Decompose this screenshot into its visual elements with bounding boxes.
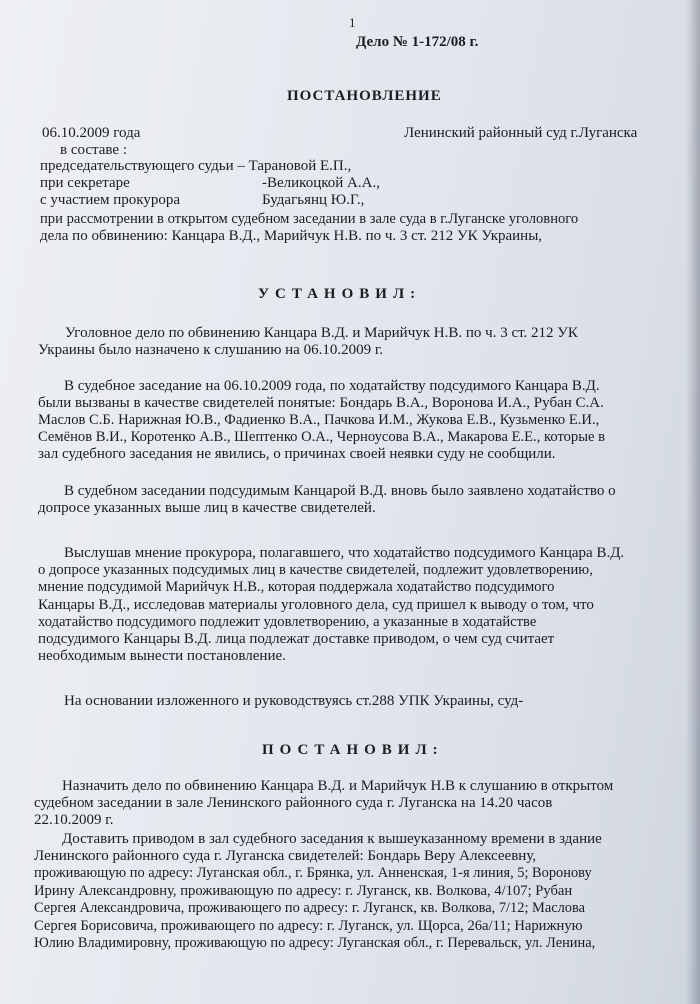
paragraph-line: мнение подсудимой Марийчук Н.В., которая поддержала ходатайство подсудимого bbox=[38, 579, 555, 595]
paragraph-line: В судебном заседании подсудимым Канцарой В.Д. вновь было заявлено ходатайство о bbox=[64, 483, 616, 499]
page-number: 1 bbox=[349, 15, 356, 30]
paragraph-line: ходатайство подсудимого подлежит удовлетворению, а указанные в ходатайстве bbox=[38, 614, 537, 630]
paragraph-line: необходимым вынести постановление. bbox=[38, 648, 286, 664]
prosecutor-name: Будагьянц Ю.Г., bbox=[262, 192, 365, 208]
paragraph-line: зал судебного заседания не явились, о причинах своей неявки суду не сообщили. bbox=[38, 446, 556, 462]
paragraph-line: Сергея Александровича, проживающего по адресу: г. Луганск, кв. Волкова, 7/12; Маслова bbox=[34, 900, 585, 916]
paragraph-line: Маслов С.Б. Нарижная Ю.В., Фадиенко В.А., Пачкова И.М., Жукова Е.В., Кузьменко Е.И., bbox=[38, 412, 600, 428]
paragraph-line: Сергея Борисовича, проживающего по адресу: г. Луганск, ул. Щорса, 26а/11; Нарижную bbox=[34, 918, 583, 934]
case-number: Дело № 1-172/08 г. bbox=[356, 34, 479, 50]
paragraph-line: В судебное заседание на 06.10.2009 года, по ходатайству подсудимого Канцара В.Д. bbox=[64, 378, 600, 394]
secretary-role: при секретаре bbox=[40, 175, 130, 191]
paragraph-line: были вызваны в качестве свидетелей понятые: Бондарь В.А., Воронова И.А., Рубан С.А. bbox=[38, 395, 604, 411]
paragraph-line: На основании изложенного и руководствуясь ст.288 УПК Украины, суд- bbox=[64, 693, 524, 709]
paragraph-line: подсудимого Канцары В.Д. лица подлежат доставке приводом, о чем суд считает bbox=[38, 631, 555, 647]
paragraph-line: Выслушав мнение прокурора, полагавшего, что ходатайство подсудимого Канцара В.Д. bbox=[64, 545, 625, 561]
page-edge-shadow bbox=[686, 0, 700, 1004]
judge-line: председательствующего судьи – Тарановой Е.П., bbox=[40, 158, 352, 174]
composition-label: в составе : bbox=[60, 142, 127, 158]
paragraph-line: Доставить приводом в зал судебного заседания к вышеуказанному времени в здание bbox=[62, 831, 602, 847]
hearing-line: при рассмотрении в открытом судебном заседании в зале суда в г.Луганске уголовного bbox=[40, 211, 579, 227]
paragraph-line: Уголовное дело по обвинению Канцара В.Д. и Марийчук Н.В. по ч. 3 ст. 212 УК bbox=[65, 325, 578, 341]
paragraph-line: о допросе указанных подсудимых лиц в качестве свидетелей, подлежит удовлетворению, bbox=[38, 562, 593, 578]
secretary-name: -Великоцкой А.А., bbox=[262, 175, 380, 191]
court-name: Ленинский районный суд г.Луганска bbox=[404, 125, 638, 141]
paragraph-line: Ленинского районного суда г. Луганска свидетелей: Бондарь Веру Алексеевну, bbox=[34, 848, 537, 864]
paragraph-line: Назначить дело по обвинению Канцара В.Д. и Марийчук Н.В к слушанию в открытом bbox=[62, 778, 614, 794]
paragraph-line: допросе указанных выше лиц в качестве свидетелей. bbox=[38, 500, 376, 516]
paragraph-line: Украины было назначено к слушанию на 06.10.2009 г. bbox=[38, 342, 384, 358]
paragraph-line: Юлию Владимировну, проживающую по адресу: Луганская обл., г. Перевальск, ул. Ленина, bbox=[34, 935, 596, 951]
paragraph-line: Канцары В.Д., исследовав материалы уголовного дела, суд пришел к выводу о том, что bbox=[38, 597, 594, 613]
document-date: 06.10.2009 года bbox=[42, 125, 141, 141]
hearing-line: дела по обвинению: Канцара В.Д., Марийчук Н.В. по ч. 3 ст. 212 УК Украины, bbox=[40, 228, 543, 244]
paragraph-line: 22.10.2009 г. bbox=[34, 812, 114, 828]
paragraph-line: проживающую по адресу: Луганская обл., г. Брянка, ул. Анненская, 1-я линия, 5; Воронову bbox=[34, 865, 592, 881]
document-title: ПОСТАНОВЛЕНИЕ bbox=[287, 88, 442, 104]
paragraph-line: Ирину Александровну, проживающую по адресу: г. Луганск, кв. Волкова, 4/107; Рубан bbox=[34, 883, 573, 899]
paragraph-line: судебном заседании в зале Ленинского районного суда г. Луганска на 14.20 часов bbox=[34, 795, 553, 811]
resolved-heading: ПОСТАНОВИЛ: bbox=[262, 742, 444, 758]
prosecutor-role: с участием прокурора bbox=[40, 192, 181, 208]
paragraph-line: Семёнов В.И., Коротенко А.В., Шептенко О.А., Черноусова В.А., Макарова Е.Е., которые в bbox=[38, 429, 606, 445]
established-heading: УСТАНОВИЛ: bbox=[258, 286, 422, 302]
